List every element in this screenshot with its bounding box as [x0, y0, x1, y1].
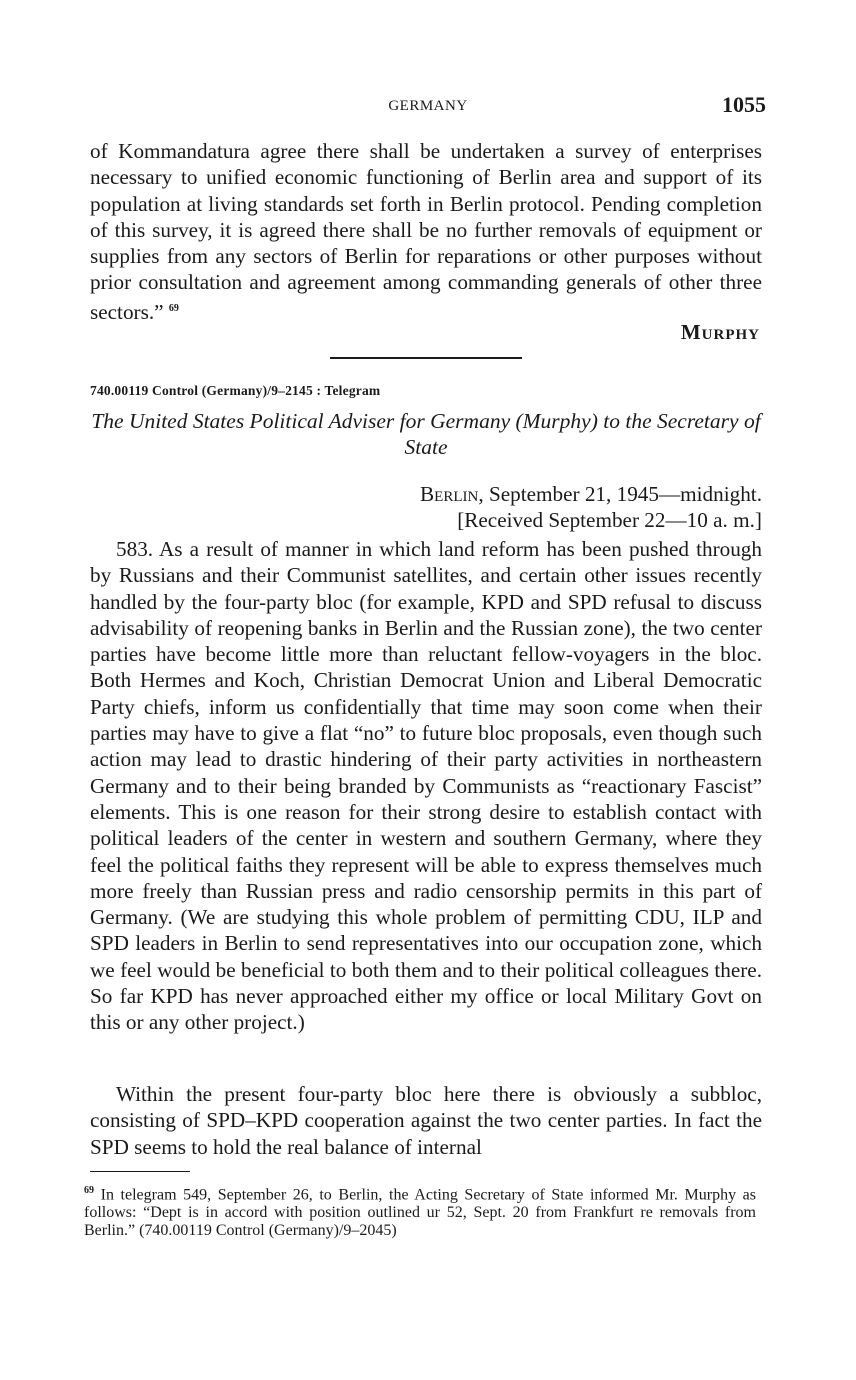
body-paragraph: 583. As a result of manner in which land reform has been pushed through by Russians and their Communist satellites, and certain other issues recently handled by the four-party bloc (for example, KPD and SPD refusal to discuss advisability of reopening banks in Berlin and the Russian zone), the two center parties have become little more than reluctant fellow-voyagers in the bloc. Both Hermes and Koch, Christian Democrat Union and Liberal Democratic Party chiefs, inform us confidentially that time may soon come when their parties may have to give a flat “no” to future bloc proposals, even though such action may lead to drastic hindering of their party activities in northeastern Germany and to their being branded by Communists as “reactionary Fascist” elements. This is one reason for their strong desire to establish contact with political leaders of the center in western and southern Germany, where they feel the political faiths they represent will be able to express themselves much more freely than Russian press and radio censorship permits in this part of Germany. (We are studying this whole problem of permitting CDU, ILP and SPD leaders in Berlin to send representatives into our occupation zone, which we feel would be beneficial to both them and to their political colleagues there. So far KPD has never approached either my office or local Military Govt on this or any other project.)	[90, 537, 762, 1035]
continuation-text: of Kommandatura agree there shall be undertaken a survey of enterprises necessary to unified economic functioning of Berlin area and support of its population at living standards set forth in Berlin protocol. Pending completion of this survey, it is agreed there shall be no further removals of equipment or supplies from any sectors of Berlin for reparations or other purposes without prior consultation and agreement among commanding generals of other three sectors.”	[90, 139, 762, 324]
dateline-place: Berlin	[420, 482, 479, 506]
dateline	[420, 481, 762, 507]
signature-text: Murphy	[680, 320, 760, 344]
running-title: GERMANY	[388, 98, 468, 114]
footnote-divider	[90, 1171, 190, 1172]
footnote-mark: 69	[84, 1185, 94, 1196]
file-reference: 740.00119 Control (Germany)/9–2145 : Telegram	[90, 383, 381, 398]
signature	[681, 320, 760, 345]
section-divider	[330, 357, 522, 359]
body-paragraph: Within the present four-party bloc here there is obviously a subbloc, consisting of SPD–KPD cooperation against the two center parties. In fact the SPD seems to hold the real balance of internal	[90, 1082, 762, 1159]
dateline-date: , September 21, 1945—midnight.	[478, 482, 762, 506]
page-number: 1055	[722, 92, 766, 117]
document-title: The United States Political Adviser for Germany (Murphy) to the Secretary of State	[91, 409, 761, 459]
received-line: [Received September 22—10 a. m.]	[457, 508, 762, 532]
footnote-text: In telegram 549, September 26, to Berlin, the Acting Secretary of State informed Mr. Murphy as follows: “Dept is in accord with position outlined ur 52, Sept. 20 from Frankfurt re removals from Berlin.” (740.00119 Control (Germany)/9–2045)	[84, 1186, 757, 1240]
running-head	[90, 92, 766, 122]
continuation-paragraph	[90, 138, 762, 325]
footnote-reference: 69	[168, 302, 179, 314]
footnote	[84, 1182, 756, 1240]
